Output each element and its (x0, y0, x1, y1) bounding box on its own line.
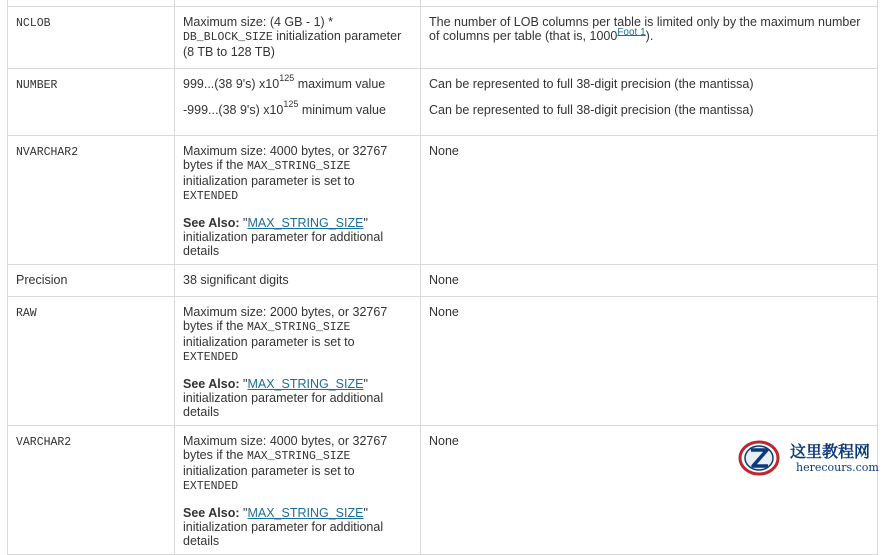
parameter-name: DB_BLOCK_SIZE (183, 30, 273, 44)
limit-cell (175, 6, 421, 68)
watermark-logo (738, 437, 884, 479)
size-text: Maximum size: 2000 bytes, or 32767 bytes if the MAX_STRING_SIZE initialization parameter is set to EXTENDED (183, 304, 388, 364)
comment-text: None (429, 433, 459, 448)
table-row (8, 135, 878, 264)
comment-text: Can be represented to full 38-digit precision (the mantissa) (429, 76, 754, 91)
comment-text: Can be represented to full 38-digit precision (the mantissa) (429, 102, 754, 117)
size-text: Maximum size: 4000 bytes, or 32767 bytes if the MAX_STRING_SIZE initialization parameter is set to EXTENDED (183, 143, 388, 203)
comment-cell (421, 296, 878, 425)
table-row (8, 68, 878, 135)
comment-end: ). (645, 28, 654, 43)
table-row (8, 6, 878, 68)
datatype-name: Precision (16, 272, 68, 287)
size-text: Maximum size: 4000 bytes, or 32767 bytes if the MAX_STRING_SIZE initialization parameter is set to EXTENDED (183, 433, 388, 493)
see-also: See Also: "MAX_STRING_SIZE" initialization parameter for additional details (183, 505, 384, 548)
comment-cell (421, 6, 878, 68)
min-value: -999...(38 9's) $x10^{125}$ minimum value (183, 99, 386, 117)
limit-text: Maximum size: (4 GB - 1) * (183, 14, 334, 29)
limit-cell (175, 68, 421, 135)
z-logo-icon (738, 439, 780, 477)
table-row (8, 296, 878, 425)
limit-cell (175, 296, 421, 425)
comment-text: The number of LOB columns per table is limited only by the maximum number of columns per table (that is, 1000 (429, 14, 861, 43)
datatype-name: NCLOB (16, 16, 51, 30)
datatype-cell (8, 425, 175, 554)
comment-text: None (429, 143, 459, 158)
datatype-cell (8, 296, 175, 425)
comment-cell (421, 264, 878, 296)
see-also: See Also: "MAX_STRING_SIZE" initialization parameter for additional details (183, 376, 384, 419)
datatype-cell (8, 6, 175, 68)
table-row (8, 264, 878, 296)
datatype-name: NVARCHAR2 (16, 145, 79, 159)
limit-text-suffix: initialization parameter (8 TB to 128 TB) (183, 28, 402, 59)
max-value: 999...(38 9's) $x10^{125}$ maximum value (183, 73, 386, 91)
datatype-cell (8, 264, 175, 296)
max-string-size-link[interactable]: MAX_STRING_SIZE (247, 215, 364, 230)
comment-text: None (429, 272, 459, 287)
datatype-name: NUMBER (16, 78, 58, 92)
watermark-title: 这里教程网 (790, 442, 871, 461)
comment-cell (421, 135, 878, 264)
footnote-link[interactable]: Foot 1 (617, 26, 646, 38)
max-string-size-link[interactable]: MAX_STRING_SIZE (247, 376, 364, 391)
limit-cell (175, 264, 421, 296)
comment-cell (421, 68, 878, 135)
datatype-cell (8, 68, 175, 135)
watermark-url: herecours.com (796, 461, 879, 474)
see-also: See Also: "MAX_STRING_SIZE" initialization parameter for additional details (183, 215, 384, 258)
datatype-cell (8, 135, 175, 264)
limit-text: 38 significant digits (183, 272, 289, 287)
max-string-size-link[interactable]: MAX_STRING_SIZE (247, 505, 364, 520)
comment-text: None (429, 304, 459, 319)
limit-cell (175, 425, 421, 554)
datatype-name: RAW (16, 306, 37, 320)
limit-cell (175, 135, 421, 264)
datatype-name: VARCHAR2 (16, 435, 72, 449)
